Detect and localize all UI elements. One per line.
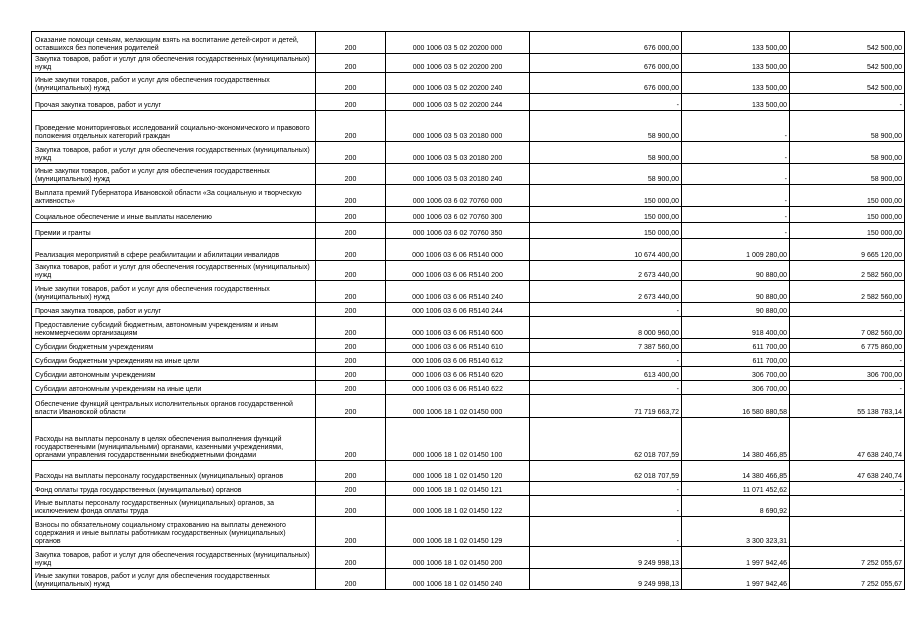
row-approved-amount: 613 400,00 (530, 367, 682, 381)
row-executed-amount: - (682, 185, 790, 207)
row-admin-code: 200 (316, 547, 386, 569)
row-admin-code: 200 (316, 94, 386, 111)
row-executed-amount: 133 500,00 (682, 94, 790, 111)
row-approved-amount: 9 249 998,13 (530, 569, 682, 590)
table-row (32, 111, 905, 142)
row-approved-amount: 676 000,00 (530, 32, 682, 54)
row-budget-code: 000 1006 03 6 06 R5140 600 (386, 317, 530, 339)
table-row (32, 317, 905, 339)
row-name: Обеспечение функций центральных исполнительных органов государственной власти Ивановской области (32, 395, 316, 418)
row-remaining-amount: 47 638 240,74 (790, 418, 905, 461)
row-remaining-amount: 542 500,00 (790, 54, 905, 73)
row-approved-amount: 62 018 707,59 (530, 461, 682, 482)
row-admin-code: 200 (316, 111, 386, 142)
row-executed-amount: 90 880,00 (682, 261, 790, 281)
row-approved-amount: - (530, 353, 682, 367)
row-admin-code: 200 (316, 32, 386, 54)
row-budget-code: 000 1006 18 1 02 01450 100 (386, 418, 530, 461)
table-row (32, 482, 905, 496)
row-approved-amount: 150 000,00 (530, 207, 682, 223)
row-remaining-amount: 7 082 560,00 (790, 317, 905, 339)
row-budget-code: 000 1006 03 6 06 R5140 200 (386, 261, 530, 281)
row-approved-amount: - (530, 496, 682, 517)
row-remaining-amount: 150 000,00 (790, 207, 905, 223)
row-name: Оказание помощи семьям, желающим взять на воспитание детей-сирот и детей, оставшихся без попечения родителей (32, 32, 316, 54)
row-admin-code: 200 (316, 223, 386, 239)
table-row (32, 94, 905, 111)
row-admin-code: 200 (316, 142, 386, 164)
row-approved-amount: - (530, 517, 682, 547)
row-remaining-amount: - (790, 517, 905, 547)
table-row (32, 367, 905, 381)
budget-table (31, 31, 905, 590)
row-budget-code: 000 1006 03 5 02 20200 240 (386, 73, 530, 94)
row-name: Иные закупки товаров, работ и услуг для обеспечения государственных (муниципальных) нужд (32, 73, 316, 94)
row-budget-code: 000 1006 03 5 02 20200 000 (386, 32, 530, 54)
row-approved-amount: - (530, 482, 682, 496)
table-row (32, 223, 905, 239)
table-row (32, 461, 905, 482)
row-executed-amount: 90 880,00 (682, 281, 790, 303)
row-budget-code: 000 1006 03 6 06 R5140 620 (386, 367, 530, 381)
row-admin-code: 200 (316, 381, 386, 395)
row-remaining-amount: 7 252 055,67 (790, 547, 905, 569)
row-name: Предоставление субсидий бюджетным, автономным учреждениям и иным некоммерческим организациям (32, 317, 316, 339)
row-executed-amount: 14 380 466,85 (682, 461, 790, 482)
row-remaining-amount: - (790, 482, 905, 496)
row-remaining-amount: 542 500,00 (790, 32, 905, 54)
row-name: Фонд оплаты труда государственных (муниципальных) органов (32, 482, 316, 496)
row-admin-code: 200 (316, 418, 386, 461)
row-admin-code: 200 (316, 569, 386, 590)
row-name: Реализация мероприятий в сфере реабилитации и абилитации инвалидов (32, 239, 316, 261)
table-row (32, 239, 905, 261)
table-row (32, 418, 905, 461)
row-approved-amount: - (530, 94, 682, 111)
row-approved-amount: 62 018 707,59 (530, 418, 682, 461)
row-executed-amount: - (682, 164, 790, 185)
row-admin-code: 200 (316, 353, 386, 367)
row-approved-amount: 58 900,00 (530, 142, 682, 164)
row-name: Субсидии автономным учреждениям (32, 367, 316, 381)
row-admin-code: 200 (316, 207, 386, 223)
row-admin-code: 200 (316, 261, 386, 281)
row-admin-code: 200 (316, 281, 386, 303)
row-approved-amount: - (530, 303, 682, 317)
table-row (32, 281, 905, 303)
row-executed-amount: 133 500,00 (682, 73, 790, 94)
row-name: Закупка товаров, работ и услуг для обеспечения государственных (муниципальных) нужд (32, 547, 316, 569)
row-admin-code: 200 (316, 482, 386, 496)
row-admin-code: 200 (316, 517, 386, 547)
table-row (32, 569, 905, 590)
row-executed-amount: 3 300 323,31 (682, 517, 790, 547)
row-budget-code: 000 1006 03 6 02 70760 000 (386, 185, 530, 207)
row-name: Иные закупки товаров, работ и услуг для обеспечения государственных (муниципальных) нужд (32, 569, 316, 590)
row-name: Иные закупки товаров, работ и услуг для обеспечения государственных (муниципальных) нужд (32, 164, 316, 185)
row-budget-code: 000 1006 18 1 02 01450 000 (386, 395, 530, 418)
row-budget-code: 000 1006 03 6 06 R5140 610 (386, 339, 530, 353)
row-budget-code: 000 1006 03 6 06 R5140 000 (386, 239, 530, 261)
row-executed-amount: - (682, 142, 790, 164)
row-budget-code: 000 1006 03 6 06 R5140 244 (386, 303, 530, 317)
row-remaining-amount: 58 900,00 (790, 164, 905, 185)
row-remaining-amount: - (790, 496, 905, 517)
row-name: Взносы по обязательному социальному страхованию на выплаты денежного содержания и иные выплаты работникам государственных (муниципальных) органов (32, 517, 316, 547)
row-approved-amount: 7 387 560,00 (530, 339, 682, 353)
row-remaining-amount: - (790, 353, 905, 367)
table-row (32, 496, 905, 517)
table-row (32, 261, 905, 281)
row-remaining-amount: 7 252 055,67 (790, 569, 905, 590)
row-remaining-amount: 542 500,00 (790, 73, 905, 94)
row-budget-code: 000 1006 18 1 02 01450 129 (386, 517, 530, 547)
row-remaining-amount: 55 138 783,14 (790, 395, 905, 418)
row-budget-code: 000 1006 18 1 02 01450 120 (386, 461, 530, 482)
row-remaining-amount: 2 582 560,00 (790, 281, 905, 303)
row-admin-code: 200 (316, 303, 386, 317)
row-remaining-amount: 9 665 120,00 (790, 239, 905, 261)
row-approved-amount: 58 900,00 (530, 111, 682, 142)
row-admin-code: 200 (316, 239, 386, 261)
row-budget-code: 000 1006 03 5 02 20200 244 (386, 94, 530, 111)
row-approved-amount: 10 674 400,00 (530, 239, 682, 261)
row-name: Субсидии бюджетным учреждениям на иные цели (32, 353, 316, 367)
row-remaining-amount: 150 000,00 (790, 185, 905, 207)
row-admin-code: 200 (316, 317, 386, 339)
row-name: Расходы на выплаты персоналу в целях обеспечения выполнения функций государственными (муниципальными) органами, казенными учреждениями, органами управления государственными внебюджетными фондами (32, 418, 316, 461)
row-approved-amount: 58 900,00 (530, 164, 682, 185)
row-budget-code: 000 1006 18 1 02 01450 200 (386, 547, 530, 569)
row-name: Социальное обеспечение и иные выплаты населению (32, 207, 316, 223)
row-budget-code: 000 1006 03 6 02 70760 300 (386, 207, 530, 223)
table-row (32, 142, 905, 164)
row-name: Премии и гранты (32, 223, 316, 239)
row-remaining-amount: 6 775 860,00 (790, 339, 905, 353)
row-admin-code: 200 (316, 185, 386, 207)
row-approved-amount: 150 000,00 (530, 185, 682, 207)
row-admin-code: 200 (316, 73, 386, 94)
row-executed-amount: 918 400,00 (682, 317, 790, 339)
row-admin-code: 200 (316, 339, 386, 353)
row-executed-amount: 16 580 880,58 (682, 395, 790, 418)
row-executed-amount: 133 500,00 (682, 54, 790, 73)
row-executed-amount: 1 997 942,46 (682, 569, 790, 590)
row-remaining-amount: - (790, 381, 905, 395)
row-budget-code: 000 1006 03 5 02 20200 200 (386, 54, 530, 73)
row-name: Расходы на выплаты персоналу государственных (муниципальных) органов (32, 461, 316, 482)
row-remaining-amount: 2 582 560,00 (790, 261, 905, 281)
table-row (32, 185, 905, 207)
row-budget-code: 000 1006 03 6 06 R5140 612 (386, 353, 530, 367)
row-executed-amount: 306 700,00 (682, 367, 790, 381)
row-approved-amount: - (530, 381, 682, 395)
row-executed-amount: - (682, 111, 790, 142)
row-name: Прочая закупка товаров, работ и услуг (32, 94, 316, 111)
table-row (32, 517, 905, 547)
table-row (32, 164, 905, 185)
row-name: Закупка товаров, работ и услуг для обеспечения государственных (муниципальных) нужд (32, 261, 316, 281)
row-approved-amount: 676 000,00 (530, 54, 682, 73)
row-name: Прочая закупка товаров, работ и услуг (32, 303, 316, 317)
row-approved-amount: 71 719 663,72 (530, 395, 682, 418)
row-name: Закупка товаров, работ и услуг для обеспечения государственных (муниципальных) нужд (32, 54, 316, 73)
row-executed-amount: 306 700,00 (682, 381, 790, 395)
row-admin-code: 200 (316, 461, 386, 482)
row-approved-amount: 2 673 440,00 (530, 261, 682, 281)
row-executed-amount: 133 500,00 (682, 32, 790, 54)
table-row (32, 73, 905, 94)
row-budget-code: 000 1006 18 1 02 01450 122 (386, 496, 530, 517)
row-admin-code: 200 (316, 164, 386, 185)
row-remaining-amount: 58 900,00 (790, 142, 905, 164)
row-name: Иные выплаты персоналу государственных (муниципальных) органов, за исключением фонда оплаты труда (32, 496, 316, 517)
row-name: Субсидии автономным учреждениям на иные цели (32, 381, 316, 395)
row-approved-amount: 150 000,00 (530, 223, 682, 239)
row-approved-amount: 8 000 960,00 (530, 317, 682, 339)
table-row (32, 303, 905, 317)
table-row (32, 54, 905, 73)
row-executed-amount: - (682, 223, 790, 239)
row-executed-amount: 90 880,00 (682, 303, 790, 317)
row-executed-amount: 1 009 280,00 (682, 239, 790, 261)
row-budget-code: 000 1006 03 6 06 R5140 622 (386, 381, 530, 395)
row-budget-code: 000 1006 03 5 03 20180 240 (386, 164, 530, 185)
row-name: Закупка товаров, работ и услуг для обеспечения государственных (муниципальных) нужд (32, 142, 316, 164)
row-executed-amount: 611 700,00 (682, 353, 790, 367)
row-executed-amount: 11 071 452,62 (682, 482, 790, 496)
row-budget-code: 000 1006 18 1 02 01450 240 (386, 569, 530, 590)
row-remaining-amount: - (790, 303, 905, 317)
row-budget-code: 000 1006 03 5 03 20180 000 (386, 111, 530, 142)
row-remaining-amount: 58 900,00 (790, 111, 905, 142)
row-budget-code: 000 1006 03 5 03 20180 200 (386, 142, 530, 164)
row-name: Субсидии бюджетным учреждениям (32, 339, 316, 353)
row-remaining-amount: 306 700,00 (790, 367, 905, 381)
row-admin-code: 200 (316, 54, 386, 73)
row-budget-code: 000 1006 03 6 06 R5140 240 (386, 281, 530, 303)
row-executed-amount: 14 380 466,85 (682, 418, 790, 461)
row-name: Выплата премий Губернатора Ивановской области «За социальную и творческую активность» (32, 185, 316, 207)
table-body (32, 32, 905, 590)
table-row (32, 547, 905, 569)
table-row (32, 353, 905, 367)
table-row (32, 339, 905, 353)
row-remaining-amount: 150 000,00 (790, 223, 905, 239)
row-remaining-amount: 47 638 240,74 (790, 461, 905, 482)
row-budget-code: 000 1006 03 6 02 70760 350 (386, 223, 530, 239)
row-executed-amount: - (682, 207, 790, 223)
row-admin-code: 200 (316, 395, 386, 418)
table-row (32, 381, 905, 395)
table-row (32, 395, 905, 418)
row-approved-amount: 2 673 440,00 (530, 281, 682, 303)
row-admin-code: 200 (316, 367, 386, 381)
table-row (32, 32, 905, 54)
row-name: Иные закупки товаров, работ и услуг для обеспечения государственных (муниципальных) нужд (32, 281, 316, 303)
row-executed-amount: 611 700,00 (682, 339, 790, 353)
row-executed-amount: 1 997 942,46 (682, 547, 790, 569)
row-name: Проведение мониторинговых исследований социально-экономического и правового положения отдельных категорий граждан (32, 111, 316, 142)
row-budget-code: 000 1006 18 1 02 01450 121 (386, 482, 530, 496)
row-admin-code: 200 (316, 496, 386, 517)
row-remaining-amount: - (790, 94, 905, 111)
row-approved-amount: 9 249 998,13 (530, 547, 682, 569)
table-row (32, 207, 905, 223)
row-executed-amount: 8 690,92 (682, 496, 790, 517)
row-approved-amount: 676 000,00 (530, 73, 682, 94)
